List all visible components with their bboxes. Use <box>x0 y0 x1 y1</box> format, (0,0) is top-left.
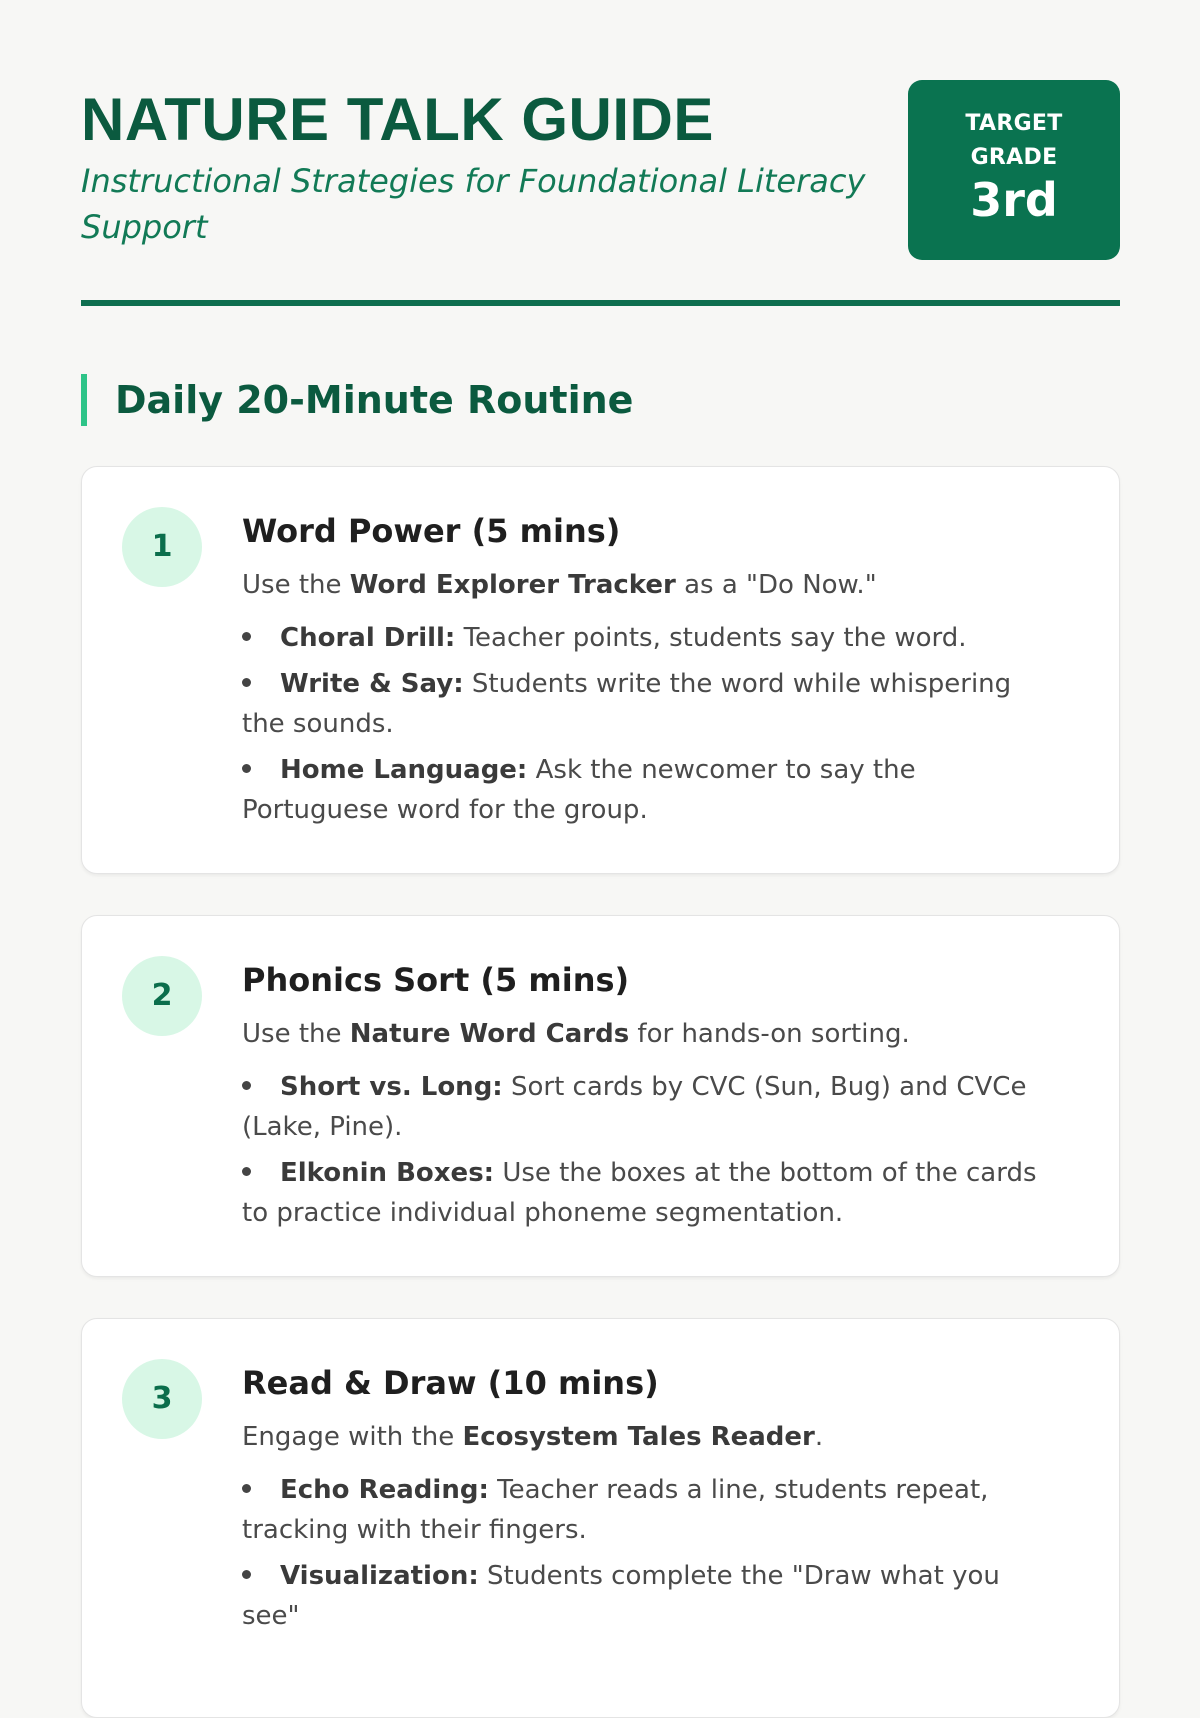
bullet-term: Choral Drill: <box>280 623 456 653</box>
bullet-term: Write & Say: <box>280 669 464 699</box>
bullet-term: Short vs. Long: <box>280 1072 503 1102</box>
bullet-text: Use the boxes at the bottom of the cards to practice individual phoneme segmentation. <box>242 1158 1037 1228</box>
intro-text: Engage with the <box>242 1422 463 1452</box>
bullet-text: Sort cards by CVC (Sun, Bug) and CVCe (Lake, Pine). <box>242 1072 1027 1142</box>
list-item <box>242 1067 1059 1147</box>
bullet-text: Teacher reads a line, students repeat, tracking with their fingers. <box>242 1475 989 1545</box>
list-item <box>242 618 1059 658</box>
target-grade-value: 3rd <box>970 173 1058 227</box>
list-item <box>242 750 1059 830</box>
bullet-term: Visualization: <box>280 1561 479 1591</box>
bullet-text: Students complete the "Draw what you see" <box>242 1561 1000 1631</box>
target-grade-label: TARGET GRADE <box>965 111 1063 170</box>
bullet-term: Home Language: <box>280 755 528 785</box>
bullet-dot-icon <box>242 1570 251 1579</box>
page-title: NATURE TALK GUIDE <box>81 86 714 153</box>
step-number-badge: 2 <box>122 956 202 1036</box>
bullet-text: Ask the newcomer to say the Portuguese word for the group. <box>242 755 916 825</box>
intro-resource-name: Nature Word Cards <box>349 1019 630 1049</box>
step-number-badge: 1 <box>122 507 202 587</box>
bullet-dot-icon <box>242 632 251 641</box>
bullet-term: Echo Reading: <box>280 1475 489 1505</box>
step-bullet-list <box>242 1067 1059 1233</box>
intro-text: Use the <box>242 1019 350 1049</box>
target-grade-badge <box>908 80 1120 260</box>
bullet-dot-icon <box>242 1167 251 1176</box>
bullet-text: Teacher points, students say the word. <box>455 623 967 653</box>
step-intro <box>242 565 1059 605</box>
bullet-dot-icon <box>242 764 251 773</box>
step-title: Word Power (5 mins) <box>242 512 621 550</box>
intro-text: as a "Do Now." <box>675 570 877 600</box>
list-item <box>242 1470 1059 1550</box>
intro-text: . <box>814 1422 824 1452</box>
bullet-dot-icon <box>242 678 251 687</box>
section-heading: Daily 20-Minute Routine <box>81 374 1120 426</box>
list-item <box>242 1153 1059 1233</box>
bullet-text: Students write the word while whispering the sounds. <box>242 669 1012 739</box>
step-title: Read & Draw (10 mins) <box>242 1364 659 1402</box>
intro-text: Use the <box>242 570 350 600</box>
list-item <box>242 664 1059 744</box>
step-card-read-and-draw <box>81 1318 1120 1718</box>
bullet-dot-icon <box>242 1081 251 1090</box>
intro-text: for hands-on sorting. <box>629 1019 910 1049</box>
page-subtitle: Instructional Strategies for Foundational Literacy Support <box>81 162 866 246</box>
step-card-phonics-sort <box>81 915 1120 1277</box>
step-bullet-list <box>242 1470 1059 1636</box>
step-intro <box>242 1014 1059 1054</box>
step-number-badge: 3 <box>122 1359 202 1439</box>
list-item <box>242 1556 1059 1636</box>
step-card-word-power <box>81 466 1120 874</box>
intro-resource-name: Ecosystem Tales Reader <box>462 1422 815 1452</box>
intro-resource-name: Word Explorer Tracker <box>349 570 676 600</box>
step-intro <box>242 1417 1059 1457</box>
bullet-dot-icon <box>242 1484 251 1493</box>
step-title: Phonics Sort (5 mins) <box>242 961 630 999</box>
page-header <box>81 80 1120 306</box>
step-bullet-list <box>242 618 1059 830</box>
bullet-term: Elkonin Boxes: <box>280 1158 495 1188</box>
